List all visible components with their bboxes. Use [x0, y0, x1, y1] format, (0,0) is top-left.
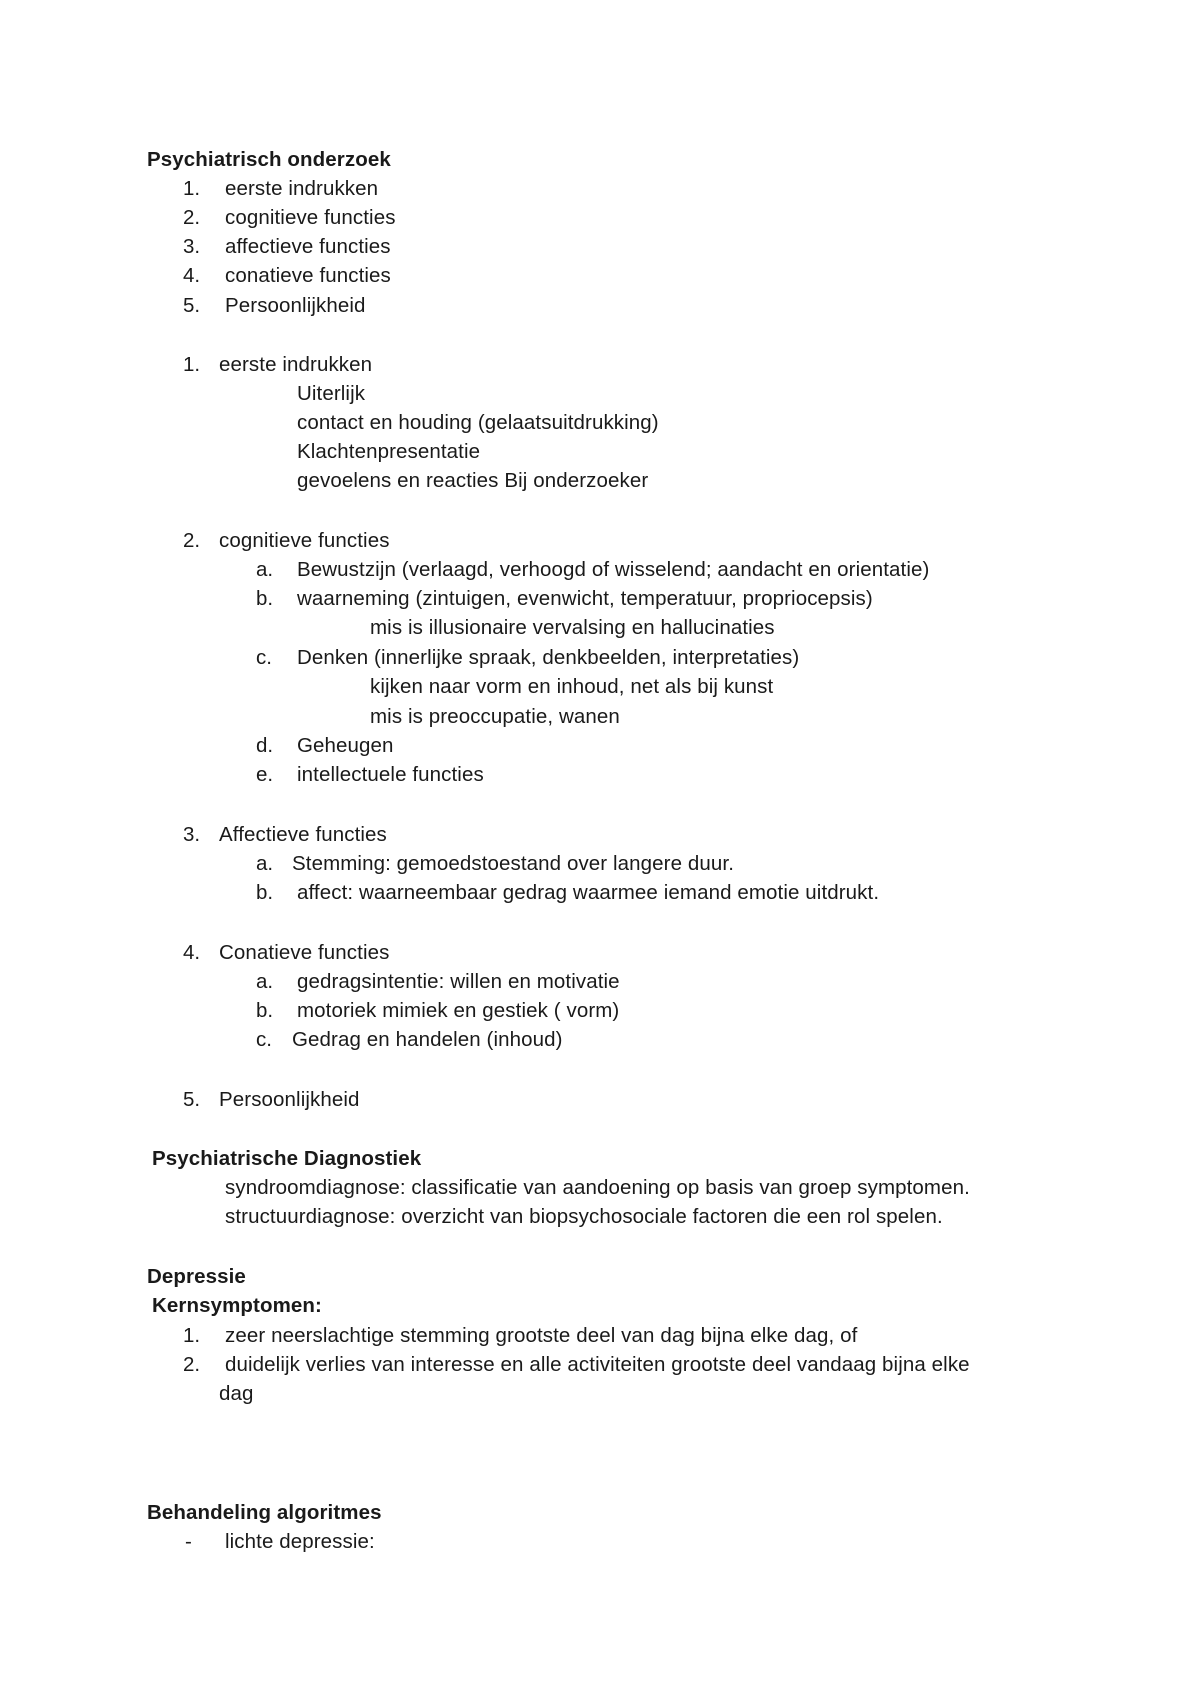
list-marker: 2. — [183, 529, 201, 552]
section-title-psychiatrische-diagnostiek: Psychiatrische Diagnostiek — [152, 1147, 422, 1170]
list-marker: 3. — [183, 235, 201, 258]
detail-heading-affectieve-functies: Affectieve functies — [219, 823, 387, 846]
list-item: affectieve functies — [225, 235, 391, 258]
list-item: motoriek mimiek en gestiek ( vorm) — [297, 999, 620, 1022]
list-item: waarneming (zintuigen, evenwicht, temperatuur, propriocepsis) — [297, 587, 873, 610]
detail-heading-conatieve-functies: Conatieve functies — [219, 941, 390, 964]
list-item: duidelijk verlies van interesse en alle activiteiten grootste deel vandaag bijna elke — [225, 1353, 970, 1376]
list-item: intellectuele functies — [297, 763, 484, 786]
list-marker: 1. — [183, 177, 201, 200]
list-marker: 4. — [183, 264, 201, 287]
list-item: contact en houding (gelaatsuitdrukking) — [297, 411, 659, 434]
list-item: conatieve functies — [225, 264, 391, 287]
list-marker: c. — [256, 646, 272, 669]
list-marker: 2. — [183, 206, 201, 229]
list-item: Gedrag en handelen (inhoud) — [292, 1028, 563, 1051]
list-item: cognitieve functies — [225, 206, 396, 229]
list-item: lichte depressie: — [225, 1530, 375, 1553]
section-title-depressie: Depressie — [147, 1265, 246, 1288]
list-marker: a. — [256, 970, 274, 993]
list-marker: c. — [256, 1028, 272, 1051]
section-title-psychiatrisch-onderzoek: Psychiatrisch onderzoek — [147, 148, 391, 171]
list-marker: b. — [256, 999, 274, 1022]
list-item: zeer neerslachtige stemming grootste deel van dag bijna elke dag, of — [225, 1324, 858, 1347]
section-title-behandeling-algoritmes: Behandeling algoritmes — [147, 1501, 382, 1524]
list-marker: 3. — [183, 823, 201, 846]
list-item: eerste indrukken — [225, 177, 379, 200]
list-marker: 1. — [183, 353, 201, 376]
paragraph-line: structuurdiagnose: overzicht van biopsychosociale factoren die een rol spelen. — [225, 1205, 943, 1228]
list-item-continuation: dag — [219, 1382, 254, 1405]
list-marker: b. — [256, 881, 274, 904]
detail-heading-persoonlijkheid: Persoonlijkheid — [219, 1088, 360, 1111]
list-marker: a. — [256, 852, 274, 875]
list-marker: a. — [256, 558, 274, 581]
list-item: Uiterlijk — [297, 382, 366, 405]
list-item: Klachtenpresentatie — [297, 440, 481, 463]
detail-heading-eerste-indrukken: eerste indrukken — [219, 353, 373, 376]
list-marker: 4. — [183, 941, 201, 964]
list-item: gedragsintentie: willen en motivatie — [297, 970, 620, 993]
list-subitem: kijken naar vorm en inhoud, net als bij kunst — [370, 675, 774, 698]
list-subitem: mis is illusionaire vervalsing en hallucinaties — [370, 616, 775, 639]
list-item: Denken (innerlijke spraak, denkbeelden, interpretaties) — [297, 646, 800, 669]
list-item: Stemming: gemoedstoestand over langere duur. — [292, 852, 734, 875]
list-item: Geheugen — [297, 734, 394, 757]
list-subitem: mis is preoccupatie, wanen — [370, 705, 620, 728]
detail-heading-cognitieve-functies: cognitieve functies — [219, 529, 390, 552]
list-item: Bewustzijn (verlaagd, verhoogd of wisselend; aandacht en orientatie) — [297, 558, 930, 581]
list-item: gevoelens en reacties Bij onderzoeker — [297, 469, 649, 492]
list-marker: 1. — [183, 1324, 201, 1347]
bullet-marker: - — [185, 1530, 192, 1553]
list-marker: 5. — [183, 294, 201, 317]
list-marker: 2. — [183, 1353, 201, 1376]
list-item: affect: waarneembaar gedrag waarmee iemand emotie uitdrukt. — [297, 881, 880, 904]
list-item: Persoonlijkheid — [225, 294, 366, 317]
paragraph-line: syndroomdiagnose: classificatie van aandoening op basis van groep symptomen. — [225, 1176, 970, 1199]
list-marker: 5. — [183, 1088, 201, 1111]
subsection-title-kernsymptomen: Kernsymptomen: — [152, 1294, 322, 1317]
list-marker: b. — [256, 587, 274, 610]
list-marker: d. — [256, 734, 274, 757]
list-marker: e. — [256, 763, 274, 786]
